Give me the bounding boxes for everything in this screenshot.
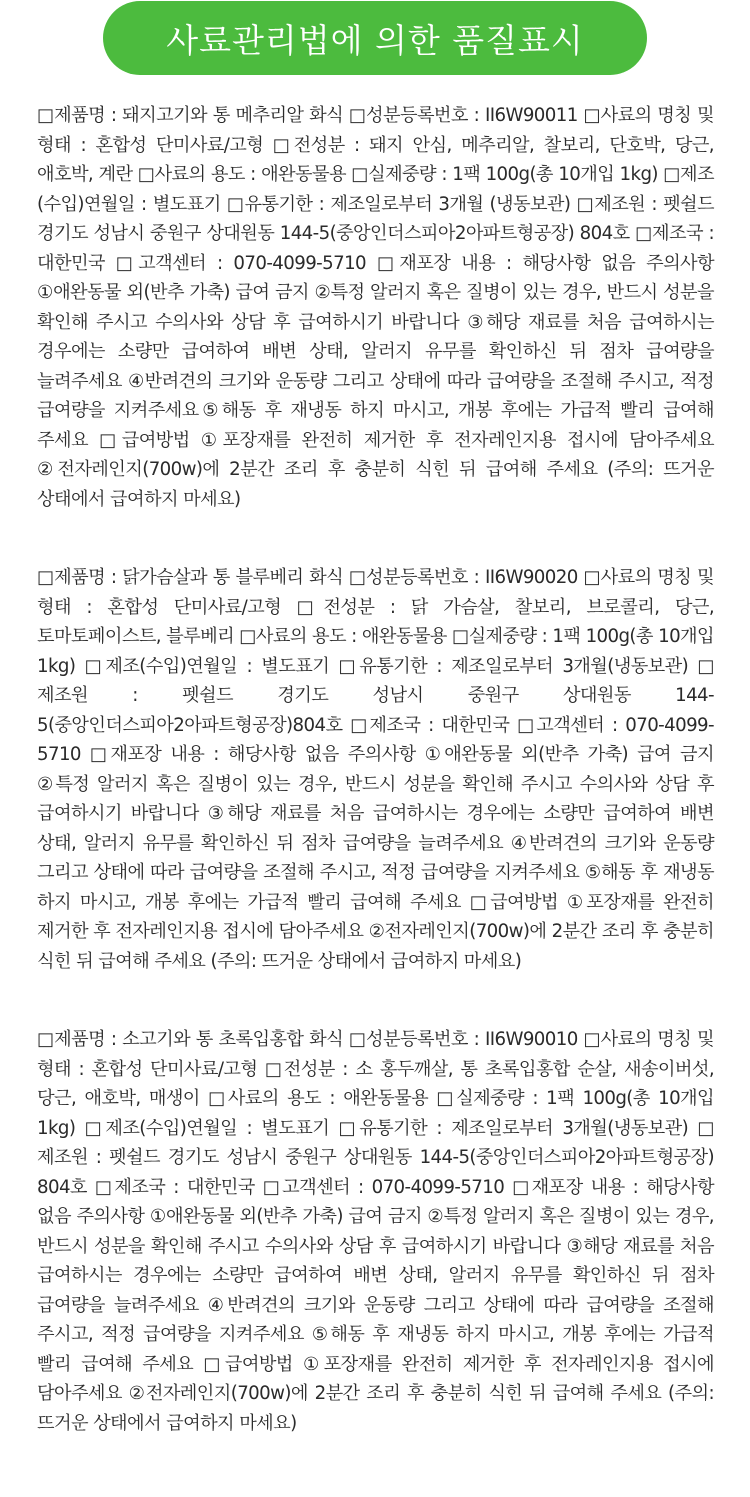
product-info-chicken-blueberry: □제품명 : 닭가슴살과 통 블루베리 화식 □성분등록번호 : II6W90020 □사료의 명칭 및 형태 : 혼합성 단미사료/고형 □전성분 : 닭 가슴살, 찰보리, 브로콜리, 당근, 토마토페이스트, 블루베리 □사료의 용도 : 애완동물용 □실제중량 : 1팩 100g(총 10개입 1kg) □제조(수입)연월일 : 별도표기 □유통기한 : 제조일로부터 3개월(냉동보관) □제조원 : 펫쉴드 경기도 성남시 중원구 상대원동 144-5(중앙인더스피아2아파트형공장)804호 □제조국 : 대한민국 □고객센터 : 070-4099-5710 □재포장 내용 : 해당사항 없음 주의사항 ①애완동물 외(반추 가축) 급여 금지 ②특정 알러지 혹은 질병이 있는 경우, 반드시 성분을 확인해 주시고 수의사와 상담 후 급여하시기 바랍니다 ③해당 재료를 처음 급여하시는 경우에는 소량만 급여하여 배변 상태, 알러지 유무를 확인하신 뒤 점차 급여량을 늘려주세요 ④반려견의 크기와 운동량 그리고 상태에 따라 급여량을 조절해 주시고, 적정 급여량을 지켜주세요 ⑤해동 후 재냉동 하지 마시고, 개봉 후에는 가급적 빨리 급여해 주세요 □급여방법 ①포장재를 완전히 제거한 후 전자레인지용 접시에 담아주세요 ②전자레인지(700w)에 2분간 조리 후 충분히 식힌 뒤 급여해 주세요 (주의: 뜨거운 상태에서 급여하지 마세요): [37, 567, 714, 972]
header-banner: [103, 1, 647, 75]
product-info-beef-green-mussel: □제품명 : 소고기와 통 초록입홍합 화식 □성분등록번호 : II6W90010 □사료의 명칭 및 형태 : 혼합성 단미사료/고형 □전성분 : 소 홍두깨살, 통 초록입홍합 순살, 새송이버섯, 당근, 애호박, 매생이 □사료의 용도 : 애완동물용 □실제중량 : 1팩 100g(총 10개입 1kg) □제조(수입)연월일 : 별도표기 □유통기한 : 제조일로부터 3개월(냉동보관) □제조원 : 펫쉴드 경기도 성남시 중원구 상대원동 144-5(중앙인더스피아2아파트형공장) 804호 □제조국 : 대한민국 □고객센터 : 070-4099-5710 □재포장 내용 : 해당사항 없음 주의사항 ①애완동물 외(반추 가축) 급여 금지 ②특정 알러지 혹은 질병이 있는 경우, 반드시 성분을 확인해 주시고 수의사와 상담 후 급여하시기 바랍니다 ③해당 재료를 처음 급여하시는 경우에는 소량만 급여하여 배변 상태, 알러지 유무를 확인하신 뒤 점차 급여량을 늘려주세요 ④반려견의 크기와 운동량 그리고 상태에 따라 급여량을 조절해 주시고, 적정 급여량을 지켜주세요 ⑤해동 후 재냉동 하지 마시고, 개봉 후에는 가급적 빨리 급여해 주세요 □급여방법 ①포장재를 완전히 제거한 후 전자레인지용 접시에 담아주세요 ②전자레인지(700w)에 2분간 조리 후 충분히 식힌 뒤 급여해 주세요 (주의: 뜨거운 상태에서 급여하지 마세요): [37, 1029, 714, 1434]
page-title: 사료관리법에 의한 품질표시: [166, 20, 584, 60]
product-info-pork-quail-egg: □제품명 : 돼지고기와 통 메추리알 화식 □성분등록번호 : II6W90011 □사료의 명칭 및 형태 : 혼합성 단미사료/고형 □전성분 : 돼지 안심, 메추리알, 찰보리, 단호박, 당근, 애호박, 계란 □사료의 용도 : 애완동물용 □실제중량 : 1팩 100g(총 10개입 1kg) □제조(수입)연월일 : 별도표기 □유통기한 : 제조일로부터 3개월 (냉동보관) □제조원 : 펫쉴드 경기도 성남시 중원구 상대원동 144-5(중앙인더스피아2아파트형공장) 804호 □제조국 : 대한민국 □고객센터 : 070-4099-5710 □재포장 내용 : 해당사항 없음 주의사항 ①애완동물 외(반추 가축) 급여 금지 ②특정 알러지 혹은 질병이 있는 경우, 반드시 성분을 확인해 주시고 수의사와 상담 후 급여하시기 바랍니다 ③해당 재료를 처음 급여하시는 경우에는 소량만 급여하여 배변 상태, 알러지 유무를 확인하신 뒤 점차 급여량을 늘려주세요 ④반려견의 크기와 운동량 그리고 상태에 따라 급여량을 조절해 주시고, 적정 급여량을 지켜주세요⑤해동 후 재냉동 하지 마시고, 개봉 후에는 가급적 빨리 급여해 주세요 □급여방법 ①포장재를 완전히 제거한 후 전자레인지용 접시에 담아주세요 ②전자레인지(700w)에 2분간 조리 후 충분히 식힌 뒤 급여해 주세요 (주의: 뜨거운 상태에서 급여하지 마세요): [37, 105, 714, 510]
